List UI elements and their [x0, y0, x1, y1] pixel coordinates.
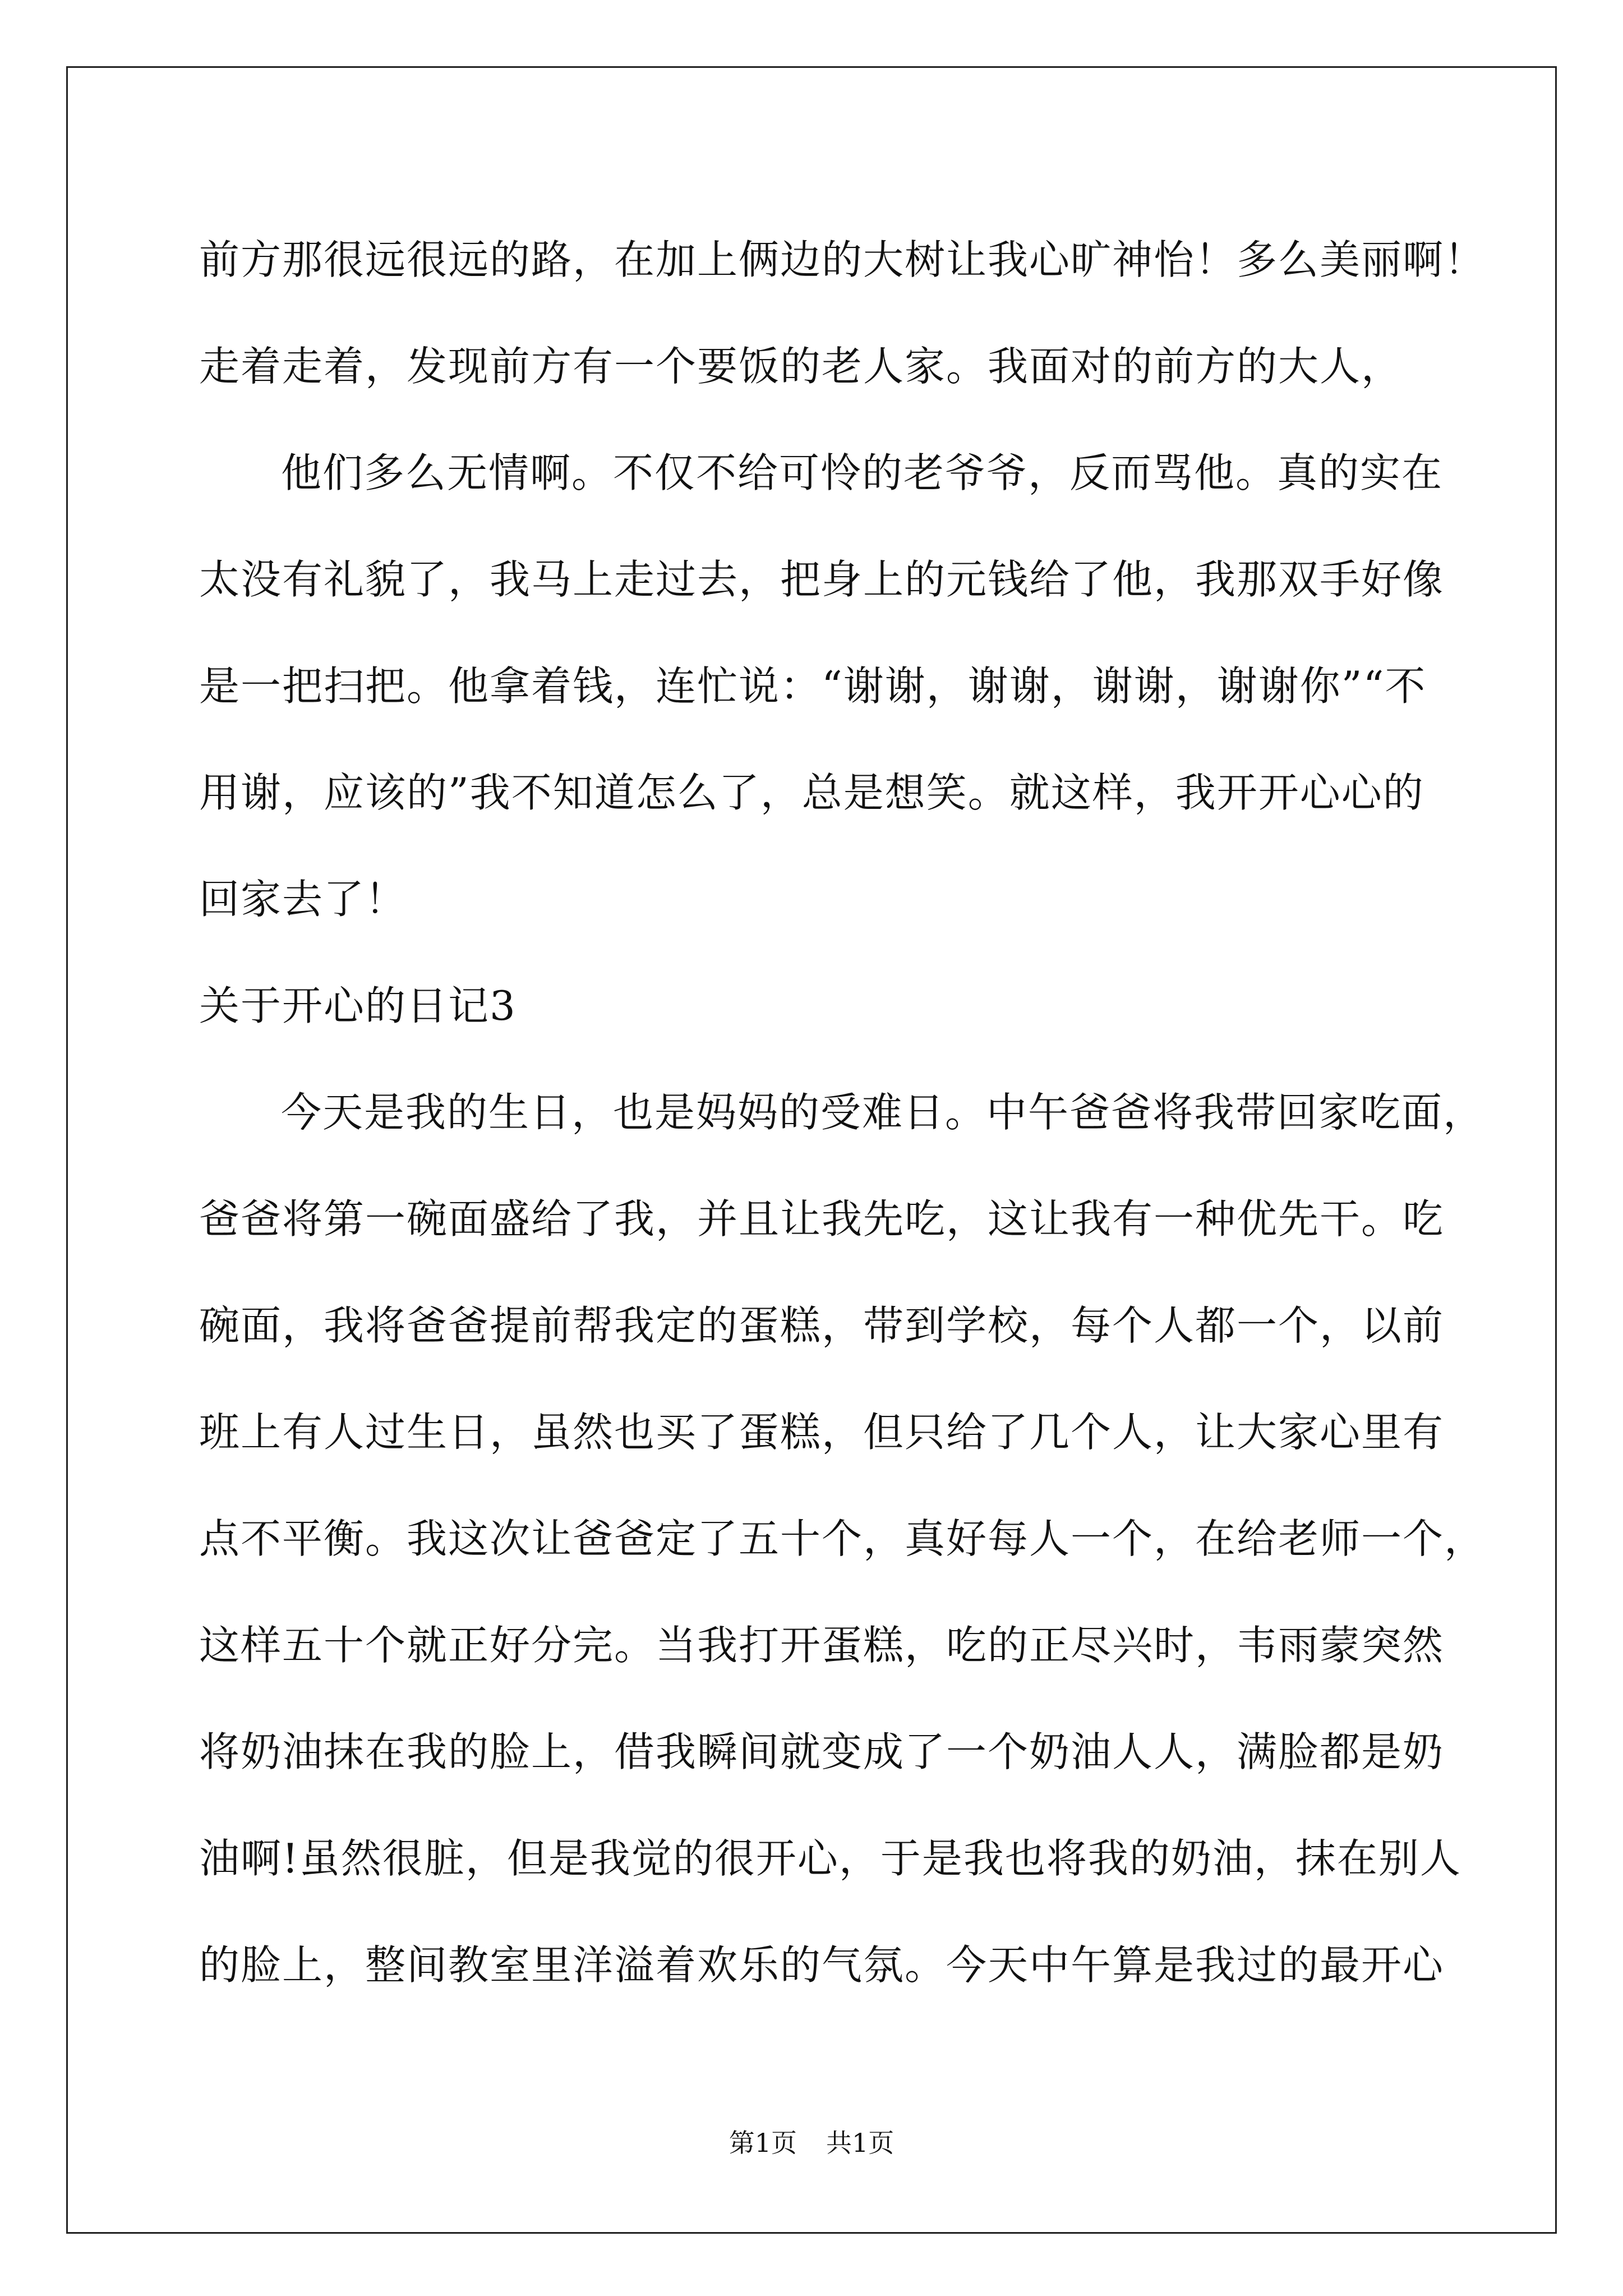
text-line: 回家去了！ [199, 876, 407, 923]
text-line: 太没有礼貌了，我马上走过去，把身上的元钱给了他，我那双手好像 [199, 556, 1445, 603]
text-line: 碗面，我将爸爸提前帮我定的蛋糕，带到学校，每个人都一个，以前 [199, 1302, 1445, 1349]
text-line: 点不平衡。我这次让爸爸定了五十个，真好每人一个，在给老师一个， [199, 1515, 1486, 1562]
page-footer [0, 2126, 1623, 2160]
text-line: 爸爸将第一碗面盛给了我，并且让我先吃，这让我有一种优先干。吃 [199, 1195, 1445, 1243]
text-line: 的脸上，整间教室里洋溢着欢乐的气氛。今天中午算是我过的最开心 [199, 1941, 1445, 1989]
paragraph-start-line: 今天是我的生日，也是妈妈的受难日。中午爸爸将我带回家吃面， [281, 1089, 1485, 1136]
document-body [199, 206, 1486, 2018]
text-line: 走着走着，发现前方有一个要饭的老人家。我面对的前方的大人， [199, 343, 1403, 390]
text-line: 是一把扫把。他拿着钱，连忙说：“谢谢，谢谢，谢谢，谢谢你”“不 [199, 662, 1427, 710]
paragraph-start-line: 他们多么无情啊。不仅不给可怜的老爷爷，反而骂他。真的实在 [281, 449, 1444, 496]
text-line: 将奶油抹在我的脸上，借我瞬间就变成了一个奶油人人，满脸都是奶 [199, 1728, 1445, 1775]
text-line: 油啊!虽然很脏，但是我觉的很开心，于是我也将我的奶油，抹在别人 [199, 1835, 1461, 1882]
section-heading: 关于开心的日记3 [199, 982, 517, 1029]
page-number: 第1页 [728, 2128, 797, 2158]
text-line: 用谢，应该的”我不知道怎么了，总是想笑。就这样，我开开心心的 [199, 769, 1424, 816]
text-line: 前方那很远很远的路，在加上俩边的大树让我心旷神怡！多么美丽啊！ [199, 236, 1486, 283]
page-total: 共1页 [826, 2128, 895, 2158]
text-line: 这样五十个就正好分完。当我打开蛋糕，吃的正尽兴时，韦雨蒙突然 [199, 1622, 1445, 1669]
text-line: 班上有人过生日，虽然也买了蛋糕，但只给了几个人，让大家心里有 [199, 1409, 1445, 1456]
